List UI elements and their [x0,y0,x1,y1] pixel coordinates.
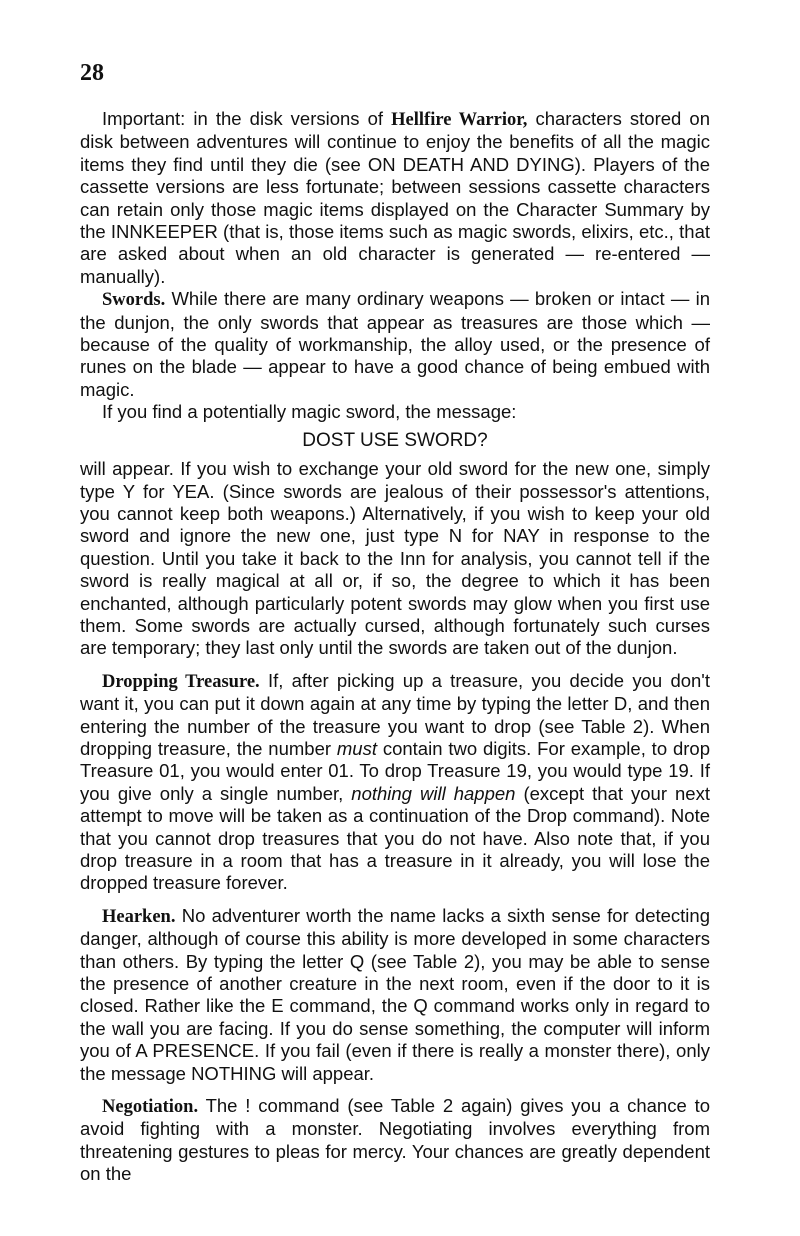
negotiation-text: The ! command (see Table 2 again) gives you a chance to avoid fighting with a monster. Negotiating involves everything from threatening gestures to pleas for mercy. Your chances are greatly dependent on the [80,1095,710,1185]
dropping-text-1: If, after picking up a treasure, you decide you don't want it, you can put it down again at any time by typing the letter D, and then entering the number of the treasure you want to drop (see Table 2). When dropping treasure, the number [80,669,710,759]
dropping-text-3: (except that your next attempt to move will be taken as a continuation of the Drop command). Note that you cannot drop treasures that you do not have. Also note that, if you drop treasure in a room that has a treasure in it already, you will lose the dropped treasure forever. [80,782,710,894]
dropping-emphasis-nothing: nothing will happen [351,782,516,804]
hearken-heading: Hearken. [102,906,176,927]
dropping-emphasis-must: must [336,737,377,759]
swords-after-message: will appear. If you wish to exchange your old sword for the new one, simply type Y for YEA. (Since swords are jealous of their possessor's attentions, you cannot keep both weapons.) Alternatively, if you wish to keep your old sword and ignore the new one, just type N for NAY in response to the question. Until you take it back to the Inn for analysis, you cannot tell if the sword is really magical at all or, if so, the degree to which it has been enchanted, although particularly potent swords may glow when you first use them. Some swords are actually cursed, although fortunately such curses are temporary; they last only until the swords are taken out of the dunjon. [80,458,710,659]
body-text [80,108,710,1186]
swords-heading: Swords. [102,290,166,311]
page-number: 28 [80,60,104,86]
swords-text: While there are many ordinary weapons — broken or intact — in the dunjon, the only swords that appear as treasures are those which — because of the quality of workmanship, the alloy used, or the presence of runes on the blade — appear to have a good chance of being embued with magic. [80,288,710,400]
hearken-paragraph [80,905,710,1085]
negotiation-paragraph [80,1095,710,1186]
intro-text-after: characters stored on disk between adventures will continue to enjoy the benefits of all the magic items they find until they die (see ON DEATH AND DYING). Players of the cassette versions are less fortunate; between sessions cassette characters can retain only those magic items displayed on the Character Summary by the INNKEEPER (that is, those items such as magic swords, elixirs, etc., that are asked about when an old character is generated — re-entered — manually). [80,108,711,287]
swords-message-intro: If you find a potentially magic sword, the message: [102,401,517,423]
dropping-paragraph [80,670,710,895]
negotiation-heading: Negotiation. [102,1097,199,1118]
swords-paragraph [80,288,710,401]
intro-paragraph [80,108,710,288]
sword-message: DOST USE SWORD? [302,429,488,451]
dropping-text-2: contain two digits. For example, to drop Treasure 01, you would enter 01. To drop Treasure 19, you would type 19. If you give only a single number, [80,737,710,804]
hearken-text: No adventurer worth the name lacks a sixth sense for detecting danger, although of course this ability is more developed in some characters than others. By typing the letter Q (see Table 2), you may be able to sense the presence of another creature in the next room, even if the door to it is closed. Rather like the E command, the Q command works only in regard to the wall you are facing. If you do sense something, the computer will inform you of A PRESENCE. If you fail (even if there is really a monster there), only the message NOTHING will appear. [80,904,710,1084]
game-title: Hellfire Warrior, [391,110,528,130]
dropping-heading: Dropping Treasure. [102,671,260,692]
intro-text-before: Important: in the disk versions of [102,108,392,129]
